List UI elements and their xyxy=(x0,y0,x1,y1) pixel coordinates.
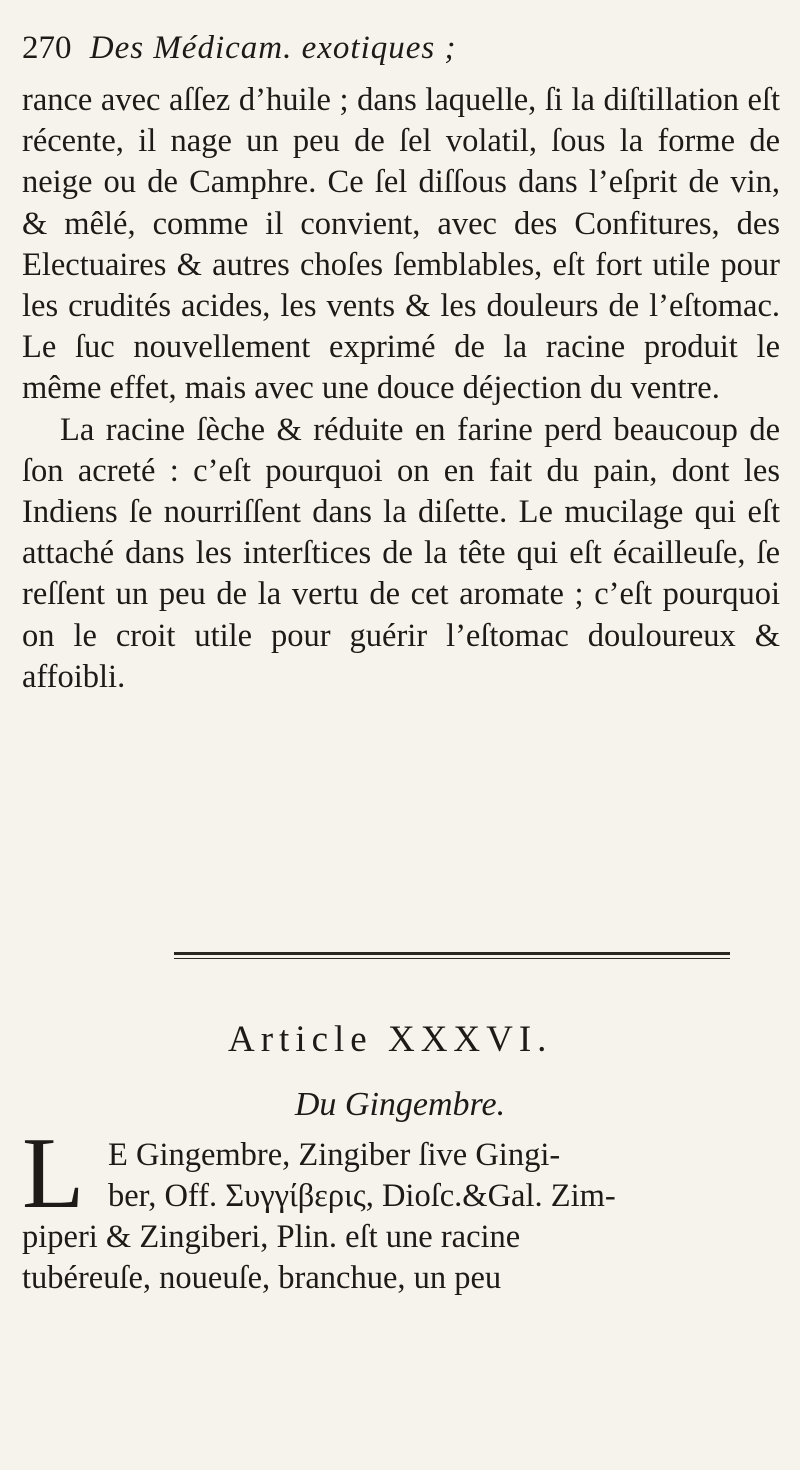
drop-cap: L xyxy=(22,1117,85,1230)
paragraph-1: rance avec aſſez d’huile ; dans laquelle, ſi la diſtillation eſt récente, il nage un peu de ſel volatil, ſous la forme de neige ou de Camphre. Ce ſel diſſous dans l’eſprit de vin, & mêlé, comme il convient, avec des Confitures, des Electuaires & autres choſes ſemblables, eſt fort utile pour les crudités acides, les vents & les douleurs de l’eſtomac. Le ſuc nouvellement exprimé de la racine produit le même effet, mais avec une douce déjection du ventre. xyxy=(22,82,780,407)
page-number: 270 xyxy=(22,30,72,66)
article-line-2: ber, Off. Συγγίβερις, Dioſc.&Gal. Zim- xyxy=(108,1178,616,1215)
running-head xyxy=(22,28,782,68)
article-continuation xyxy=(22,1217,780,1299)
body-text xyxy=(22,80,780,698)
article-subheading: Du Gingembre. xyxy=(294,1086,506,1123)
paragraph-2: La racine ſèche & réduite en farine perd beaucoup de ſon acreté : c’eſt pourquoi on en fait du pain, dont les Indiens ſe nourriſſent dans la diſette. Le mucilage qui eſt attaché dans les interſtices de la tête qui eſt écailleuſe, ſe reſſent un peu de la vertu de cet aromate ; c’eſt pourquoi on le croit utile pour guérir l’eſtomac douloureux & affoibli. xyxy=(22,411,780,695)
article-lead-lines xyxy=(108,1135,780,1217)
article-heading: Article XXXVI. xyxy=(228,1019,553,1060)
section-rule xyxy=(174,952,730,955)
article-line-4: tubéreuſe, noueuſe, branchue, un peu xyxy=(22,1260,502,1297)
section-rule-thin xyxy=(174,958,730,959)
article-line-3: piperi & Zingiberi, Plin. eſt une racine xyxy=(22,1219,521,1255)
article-line-1: E Gingembre, Zingiber ſive Gingi- xyxy=(108,1137,561,1173)
running-title: Des Médicam. exotiques ; xyxy=(89,30,457,66)
